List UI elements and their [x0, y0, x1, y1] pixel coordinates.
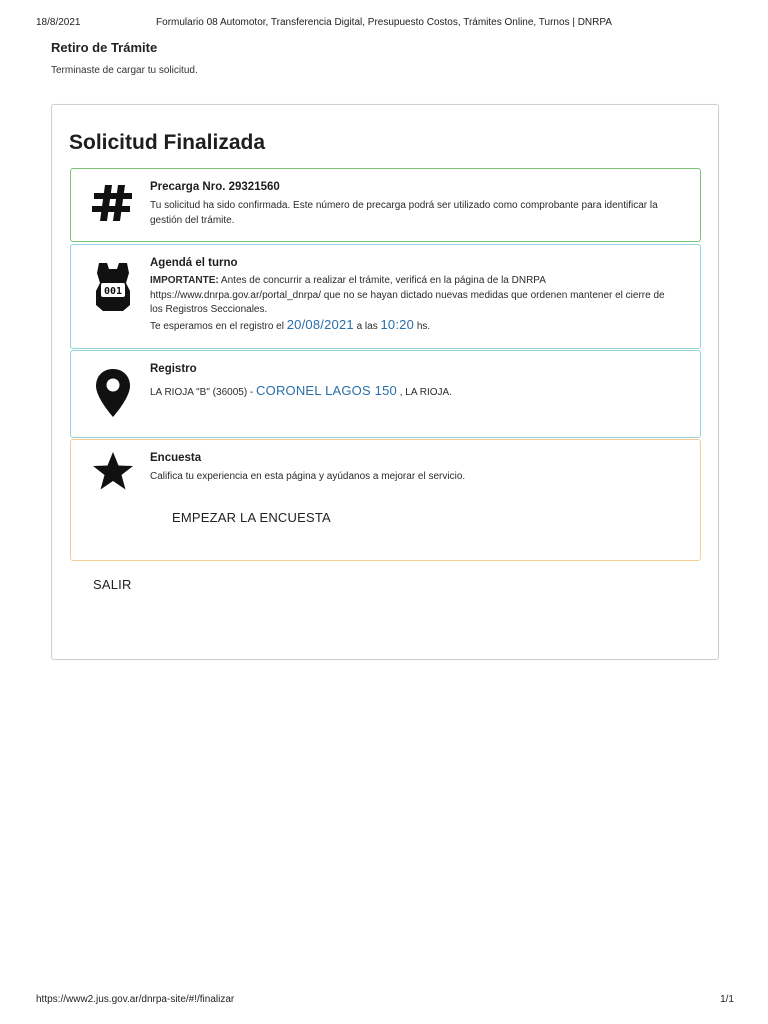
- wait-prefix: Te esperamos en el registro el: [150, 320, 287, 332]
- encuesta-title: Encuesta: [150, 452, 202, 464]
- exit-button[interactable]: SALIR: [93, 577, 132, 592]
- print-url: https://www2.jus.gov.ar/dnrpa-site/#!/finalizar: [36, 994, 235, 1005]
- appointment-time: 10:20: [380, 316, 415, 332]
- appointment-date: 20/08/2021: [286, 316, 354, 332]
- at-text: a las: [353, 320, 381, 332]
- important-label: IMPORTANTE:: [150, 275, 219, 286]
- hash-icon: [91, 181, 135, 229]
- precarga-title: Precarga Nro. 29321560: [150, 181, 280, 193]
- registro-province: , LA RIOJA.: [396, 387, 452, 398]
- print-date: 18/8/2021: [36, 17, 81, 28]
- precarga-section: [70, 168, 701, 242]
- important-text: Antes de concurrir a realizar el trámite, verificá en la página de la DNRPA https://www.dnrpa.gov.ar/portal_dnrpa/ que no se hayan dictado nuevas medidas que ordenen mantener el cierre de los Registros Seccionales.: [150, 275, 665, 315]
- ticket-icon: [91, 261, 135, 309]
- page-number: 1/1: [720, 994, 734, 1005]
- print-footer: [0, 994, 768, 1008]
- card-title: Solicitud Finalizada: [69, 131, 266, 154]
- registro-section: [70, 350, 701, 438]
- print-title: Formulario 08 Automotor, Transferencia Digital, Presupuesto Costos, Trámites Online, Turnos | DNRPA: [156, 17, 612, 28]
- ticket-number: 001: [103, 286, 123, 297]
- page-heading: Retiro de Trámite: [51, 40, 158, 55]
- registro-title: Registro: [150, 363, 197, 375]
- print-header: [0, 17, 768, 31]
- summary-card: [51, 104, 719, 660]
- precarga-text: Tu solicitud ha sido confirmada. Este número de precarga podrá ser utilizado como comprobante para identificar la gestión del trámite.: [150, 200, 658, 226]
- location-pin-icon: [91, 367, 135, 415]
- page-subtitle: Terminaste de cargar tu solicitud.: [51, 65, 198, 76]
- encuesta-text: Califica tu experiencia en esta página y ayúdanos a mejorar el servicio.: [150, 471, 466, 482]
- registro-address: CORONEL LAGOS 150: [256, 383, 397, 398]
- turno-section: [70, 244, 701, 349]
- star-icon: [91, 450, 135, 498]
- start-survey-button[interactable]: EMPEZAR LA ENCUESTA: [172, 510, 331, 525]
- encuesta-section: [70, 439, 701, 561]
- registro-name: LA RIOJA "B" (36005) -: [150, 387, 257, 398]
- turno-title: Agendá el turno: [150, 257, 238, 269]
- hours-suffix: hs.: [414, 320, 431, 332]
